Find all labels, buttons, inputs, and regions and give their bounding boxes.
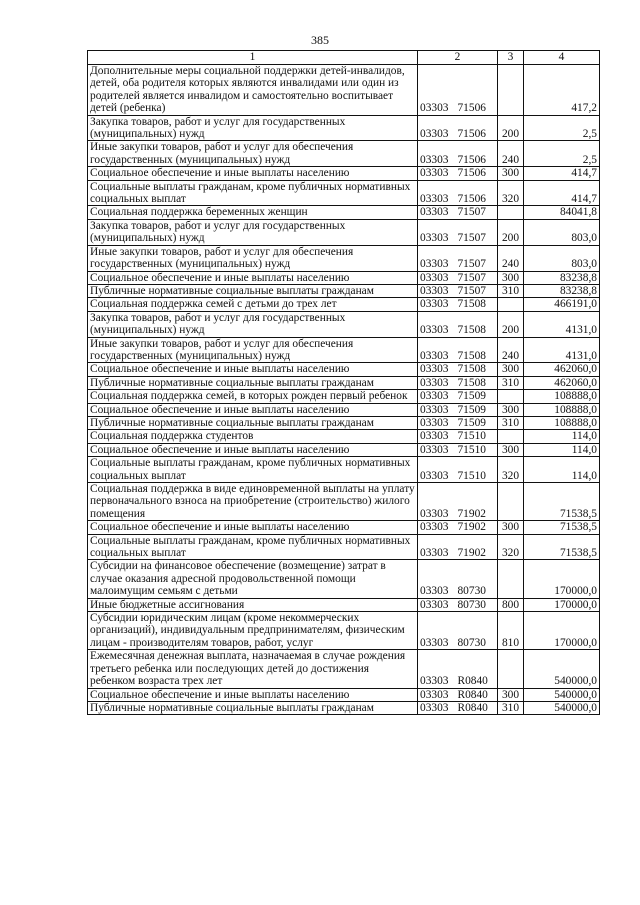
code-section: 03303 xyxy=(420,284,449,297)
row-description: Иные закупки товаров, работ и услуг для обеспечения государственных (муниципальных) нужд xyxy=(88,141,418,167)
table-row xyxy=(88,483,600,521)
code-target: R0840 xyxy=(457,675,488,688)
row-expense-type: 300 xyxy=(498,443,524,456)
table-row xyxy=(88,701,600,714)
row-expense-type xyxy=(498,298,524,311)
row-description: Дополнительные меры социальной поддержки детей-инвалидов, детей, оба родителя которых являются инвалидами или один из родителей является инвалидом и самостоятельно воспитывает детей (ребенка) xyxy=(88,65,418,116)
row-amount: 114,0 xyxy=(524,457,600,483)
code-section: 03303 xyxy=(420,416,449,429)
row-description: Социальные выплаты гражданам, кроме публичных нормативных социальных выплат xyxy=(88,534,418,560)
table-row xyxy=(88,271,600,284)
code-section: 03303 xyxy=(420,390,449,403)
row-code xyxy=(418,560,498,598)
row-code xyxy=(418,141,498,167)
row-amount: 83238,8 xyxy=(524,284,600,297)
row-amount: 417,2 xyxy=(524,65,600,116)
table-row xyxy=(88,298,600,311)
table-row xyxy=(88,180,600,206)
code-section: 03303 xyxy=(420,206,449,219)
row-description: Субсидии на финансовое обеспечение (возмещение) затрат в случае оказания адресной продовольственной помощи малоимущим семьям с детьми xyxy=(88,560,418,598)
row-code xyxy=(418,403,498,416)
code-section: 03303 xyxy=(420,547,449,560)
table-row xyxy=(88,457,600,483)
code-target: 71506 xyxy=(457,167,486,180)
table-row xyxy=(88,337,600,363)
row-expense-type xyxy=(498,65,524,116)
row-code xyxy=(418,284,498,297)
row-expense-type: 310 xyxy=(498,701,524,714)
code-section: 03303 xyxy=(420,507,449,520)
row-expense-type: 320 xyxy=(498,180,524,206)
code-target: 71510 xyxy=(457,443,486,456)
row-amount: 466191,0 xyxy=(524,298,600,311)
row-expense-type: 800 xyxy=(498,598,524,611)
row-expense-type: 300 xyxy=(498,271,524,284)
row-amount: 540000,0 xyxy=(524,701,600,714)
code-section: 03303 xyxy=(420,271,449,284)
code-target: 71510 xyxy=(457,469,486,482)
code-target: 71507 xyxy=(457,232,486,245)
row-expense-type xyxy=(498,206,524,219)
row-amount: 462060,0 xyxy=(524,363,600,376)
row-code xyxy=(418,167,498,180)
code-target: 71507 xyxy=(457,206,486,219)
row-description: Социальные выплаты гражданам, кроме публичных нормативных социальных выплат xyxy=(88,180,418,206)
row-expense-type: 310 xyxy=(498,416,524,429)
code-target: 80730 xyxy=(457,636,486,649)
code-section: 03303 xyxy=(420,675,449,688)
code-target: 71509 xyxy=(457,416,486,429)
row-expense-type: 320 xyxy=(498,534,524,560)
row-code xyxy=(418,650,498,688)
table-row xyxy=(88,688,600,701)
code-target: 71508 xyxy=(457,376,486,389)
code-section: 03303 xyxy=(420,324,449,337)
code-section: 03303 xyxy=(420,128,449,141)
table-header-row xyxy=(88,51,600,65)
code-target: 71508 xyxy=(457,363,486,376)
table-row xyxy=(88,363,600,376)
row-expense-type xyxy=(498,430,524,443)
header-col-3: 3 xyxy=(498,51,524,65)
row-amount: 170000,0 xyxy=(524,560,600,598)
code-section: 03303 xyxy=(420,102,449,115)
row-expense-type: 200 xyxy=(498,311,524,337)
row-description: Ежемесячная денежная выплата, назначаемая в случае рождения третьего ребенка или последующих детей до достижения ребенком возраста трех лет xyxy=(88,650,418,688)
row-description: Социальное обеспечение и иные выплаты населению xyxy=(88,443,418,456)
row-code xyxy=(418,337,498,363)
row-code xyxy=(418,363,498,376)
table-row xyxy=(88,141,600,167)
code-section: 03303 xyxy=(420,521,449,534)
table-row xyxy=(88,206,600,219)
code-section: 03303 xyxy=(420,376,449,389)
row-code xyxy=(418,430,498,443)
row-amount: 414,7 xyxy=(524,180,600,206)
header-col-1: 1 xyxy=(88,51,418,65)
code-section: 03303 xyxy=(420,701,449,714)
row-code xyxy=(418,65,498,116)
row-expense-type xyxy=(498,483,524,521)
row-amount: 4131,0 xyxy=(524,337,600,363)
row-amount: 2,5 xyxy=(524,141,600,167)
row-code xyxy=(418,206,498,219)
row-expense-type: 200 xyxy=(498,219,524,245)
code-target: 71508 xyxy=(457,298,486,311)
row-expense-type: 300 xyxy=(498,403,524,416)
row-description: Социальное обеспечение и иные выплаты населению xyxy=(88,403,418,416)
table-row xyxy=(88,167,600,180)
table-row xyxy=(88,115,600,141)
code-section: 03303 xyxy=(420,153,449,166)
row-amount: 71538,5 xyxy=(524,521,600,534)
code-target: 71506 xyxy=(457,128,486,141)
table-row xyxy=(88,311,600,337)
table-row xyxy=(88,521,600,534)
row-expense-type: 240 xyxy=(498,141,524,167)
row-code xyxy=(418,219,498,245)
code-target: 71510 xyxy=(457,430,486,443)
code-target: 71509 xyxy=(457,403,486,416)
code-section: 03303 xyxy=(420,403,449,416)
row-expense-type: 320 xyxy=(498,457,524,483)
row-description: Субсидии юридическим лицам (кроме некоммерческих организаций), индивидуальным предпринимателям, физическим лицам - производителям товаров, работ, услуг xyxy=(88,612,418,650)
code-section: 03303 xyxy=(420,469,449,482)
row-amount: 540000,0 xyxy=(524,650,600,688)
code-section: 03303 xyxy=(420,430,449,443)
row-description: Публичные нормативные социальные выплаты гражданам xyxy=(88,416,418,429)
table-row xyxy=(88,534,600,560)
code-section: 03303 xyxy=(420,443,449,456)
row-description: Социальная поддержка в виде единовременной выплаты на уплату первоначального взноса на приобретение (строительство) жилого помещения xyxy=(88,483,418,521)
code-section: 03303 xyxy=(420,585,449,598)
header-col-2: 2 xyxy=(418,51,498,65)
table-row xyxy=(88,284,600,297)
row-amount: 83238,8 xyxy=(524,271,600,284)
page-number: 385 xyxy=(311,33,329,47)
budget-table xyxy=(87,50,600,715)
row-amount: 414,7 xyxy=(524,167,600,180)
code-target: 71902 xyxy=(457,547,486,560)
code-target: 71507 xyxy=(457,271,486,284)
row-amount: 114,0 xyxy=(524,430,600,443)
row-description: Социальное обеспечение и иные выплаты населению xyxy=(88,167,418,180)
row-code xyxy=(418,598,498,611)
table-row xyxy=(88,403,600,416)
code-target: 71506 xyxy=(457,153,486,166)
row-description: Социальное обеспечение и иные выплаты населению xyxy=(88,271,418,284)
row-expense-type xyxy=(498,560,524,598)
table-row xyxy=(88,376,600,389)
row-description: Социальное обеспечение и иные выплаты населению xyxy=(88,363,418,376)
table-row xyxy=(88,416,600,429)
code-section: 03303 xyxy=(420,688,449,701)
row-amount: 170000,0 xyxy=(524,598,600,611)
row-code xyxy=(418,416,498,429)
row-expense-type: 300 xyxy=(498,167,524,180)
row-expense-type: 240 xyxy=(498,337,524,363)
code-target: 71509 xyxy=(457,390,486,403)
code-target: 80730 xyxy=(457,585,486,598)
row-expense-type: 300 xyxy=(498,688,524,701)
table-row xyxy=(88,612,600,650)
code-target: 80730 xyxy=(457,598,486,611)
row-amount: 462060,0 xyxy=(524,376,600,389)
row-expense-type: 310 xyxy=(498,376,524,389)
table-row xyxy=(88,650,600,688)
row-code xyxy=(418,688,498,701)
row-description: Иные закупки товаров, работ и услуг для обеспечения государственных (муниципальных) нужд xyxy=(88,337,418,363)
row-description: Социальное обеспечение и иные выплаты населению xyxy=(88,688,418,701)
code-section: 03303 xyxy=(420,598,449,611)
table-row xyxy=(88,598,600,611)
code-target: 71902 xyxy=(457,507,486,520)
code-section: 03303 xyxy=(420,298,449,311)
row-amount: 84041,8 xyxy=(524,206,600,219)
row-amount: 108888,0 xyxy=(524,403,600,416)
code-section: 03303 xyxy=(420,636,449,649)
table-body xyxy=(88,65,600,715)
row-expense-type: 310 xyxy=(498,284,524,297)
code-target: 71507 xyxy=(457,258,486,271)
row-code xyxy=(418,311,498,337)
row-expense-type xyxy=(498,650,524,688)
code-section: 03303 xyxy=(420,349,449,362)
row-amount: 170000,0 xyxy=(524,612,600,650)
table-row xyxy=(88,560,600,598)
row-code xyxy=(418,376,498,389)
row-code xyxy=(418,457,498,483)
row-expense-type xyxy=(498,390,524,403)
code-target: 71506 xyxy=(457,193,486,206)
row-amount: 71538,5 xyxy=(524,483,600,521)
table-row xyxy=(88,245,600,271)
row-amount: 803,0 xyxy=(524,245,600,271)
table-row xyxy=(88,443,600,456)
code-section: 03303 xyxy=(420,232,449,245)
row-code xyxy=(418,612,498,650)
row-code xyxy=(418,701,498,714)
row-description: Иные закупки товаров, работ и услуг для обеспечения государственных (муниципальных) нужд xyxy=(88,245,418,271)
row-description: Закупка товаров, работ и услуг для государственных (муниципальных) нужд xyxy=(88,219,418,245)
row-code xyxy=(418,298,498,311)
table-row xyxy=(88,430,600,443)
row-description: Закупка товаров, работ и услуг для государственных (муниципальных) нужд xyxy=(88,115,418,141)
row-code xyxy=(418,534,498,560)
row-description: Социальное обеспечение и иные выплаты населению xyxy=(88,521,418,534)
code-target: 71508 xyxy=(457,324,486,337)
code-section: 03303 xyxy=(420,193,449,206)
code-target: 71508 xyxy=(457,349,486,362)
table-row xyxy=(88,219,600,245)
code-section: 03303 xyxy=(420,167,449,180)
table-row xyxy=(88,390,600,403)
row-code xyxy=(418,245,498,271)
row-amount: 2,5 xyxy=(524,115,600,141)
code-target: R0840 xyxy=(457,701,488,714)
code-target: R0840 xyxy=(457,688,488,701)
row-description: Социальная поддержка семей с детьми до трех лет xyxy=(88,298,418,311)
row-expense-type: 300 xyxy=(498,521,524,534)
row-description: Публичные нормативные социальные выплаты гражданам xyxy=(88,701,418,714)
row-description: Социальная поддержка беременных женщин xyxy=(88,206,418,219)
code-section: 03303 xyxy=(420,363,449,376)
row-amount: 803,0 xyxy=(524,219,600,245)
row-expense-type: 240 xyxy=(498,245,524,271)
code-target: 71902 xyxy=(457,521,486,534)
row-description: Социальная поддержка семей, в которых рожден первый ребенок xyxy=(88,390,418,403)
header-col-4: 4 xyxy=(524,51,600,65)
row-expense-type: 200 xyxy=(498,115,524,141)
code-section: 03303 xyxy=(420,258,449,271)
row-description: Социальная поддержка студентов xyxy=(88,430,418,443)
code-target: 71506 xyxy=(457,102,486,115)
row-amount: 114,0 xyxy=(524,443,600,456)
row-code xyxy=(418,443,498,456)
row-code xyxy=(418,521,498,534)
row-description: Закупка товаров, работ и услуг для государственных (муниципальных) нужд xyxy=(88,311,418,337)
row-description: Иные бюджетные ассигнования xyxy=(88,598,418,611)
row-code xyxy=(418,390,498,403)
row-code xyxy=(418,115,498,141)
row-amount: 71538,5 xyxy=(524,534,600,560)
row-description: Публичные нормативные социальные выплаты гражданам xyxy=(88,284,418,297)
row-amount: 108888,0 xyxy=(524,390,600,403)
row-amount: 4131,0 xyxy=(524,311,600,337)
row-expense-type: 810 xyxy=(498,612,524,650)
row-code xyxy=(418,483,498,521)
row-amount: 108888,0 xyxy=(524,416,600,429)
row-code xyxy=(418,180,498,206)
row-code xyxy=(418,271,498,284)
row-description: Публичные нормативные социальные выплаты гражданам xyxy=(88,376,418,389)
code-target: 71507 xyxy=(457,284,486,297)
table-row xyxy=(88,65,600,116)
row-amount: 540000,0 xyxy=(524,688,600,701)
row-description: Социальные выплаты гражданам, кроме публичных нормативных социальных выплат xyxy=(88,457,418,483)
row-expense-type: 300 xyxy=(498,363,524,376)
